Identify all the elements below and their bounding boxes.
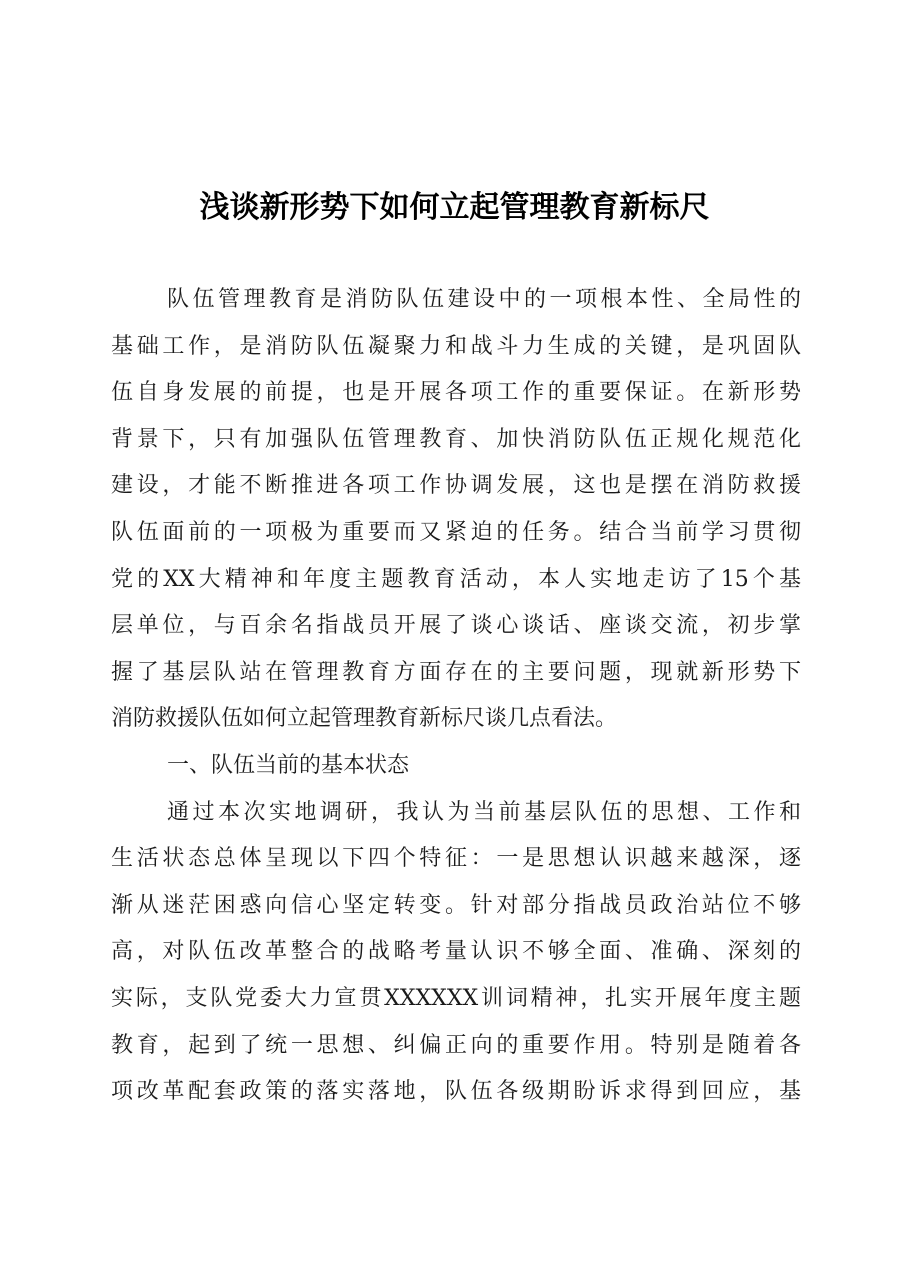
text-line: 握了基层队站在管理教育方面存在的主要问题，现就新形势下 [111,659,801,685]
text-line: 队伍面前的一项极为重要而又紧迫的任务。结合当前学习贯彻 [111,519,801,545]
text-line: 党的XX大精神和年度主题教育活动，本人实地走访了15个基 [111,566,801,592]
text-line: 高，对队伍改革整合的战略考量认识不够全面、准确、深刻的 [111,939,801,965]
document-body [111,277,801,1116]
text-line: 消防救援队伍如何立起管理教育新标尺谈几点看法。 [111,706,618,732]
text-line: 通过本次实地调研，我认为当前基层队伍的思想、工作和 [167,799,801,825]
text-line: 教育，起到了统一思想、纠偏正向的重要作用。特别是随着各 [111,1032,801,1058]
document-title: 浅谈新形势下如何立起管理教育新标尺 [199,190,710,225]
text-line: 基础工作，是消防队伍凝聚力和战斗力生成的关键，是巩固队 [111,333,801,359]
text-line: 建设，才能不断推进各项工作协调发展，这也是摆在消防救援 [111,473,801,499]
text-line: 队伍管理教育是消防队伍建设中的一项根本性、全局性的 [167,287,801,312]
text-line: 项改革配套政策的落实落地，队伍各级期盼诉求得到回应，基 [111,1079,801,1105]
text-line: 生活状态总体呈现以下四个特征：一是思想认识越来越深，逐 [111,846,801,872]
section-heading-text: 一、队伍当前的基本状态 [167,752,410,778]
text-line: 实际，支队党委大力宣贯XXXXXX训词精神，扎实开展年度主题 [111,985,801,1011]
section-heading [111,743,801,790]
text-line: 层单位，与百余名指战员开展了谈心谈话、座谈交流，初步掌 [111,613,801,639]
text-line: 背景下，只有加强队伍管理教育、加快消防队伍正规化规范化 [111,426,801,452]
paragraph-status [111,790,801,1116]
text-line: 渐从迷茫困惑向信心坚定转变。针对部分指战员政治站位不够 [111,892,801,918]
paragraph-intro [111,277,801,743]
text-line: 伍自身发展的前提，也是开展各项工作的重要保证。在新形势 [111,380,801,406]
